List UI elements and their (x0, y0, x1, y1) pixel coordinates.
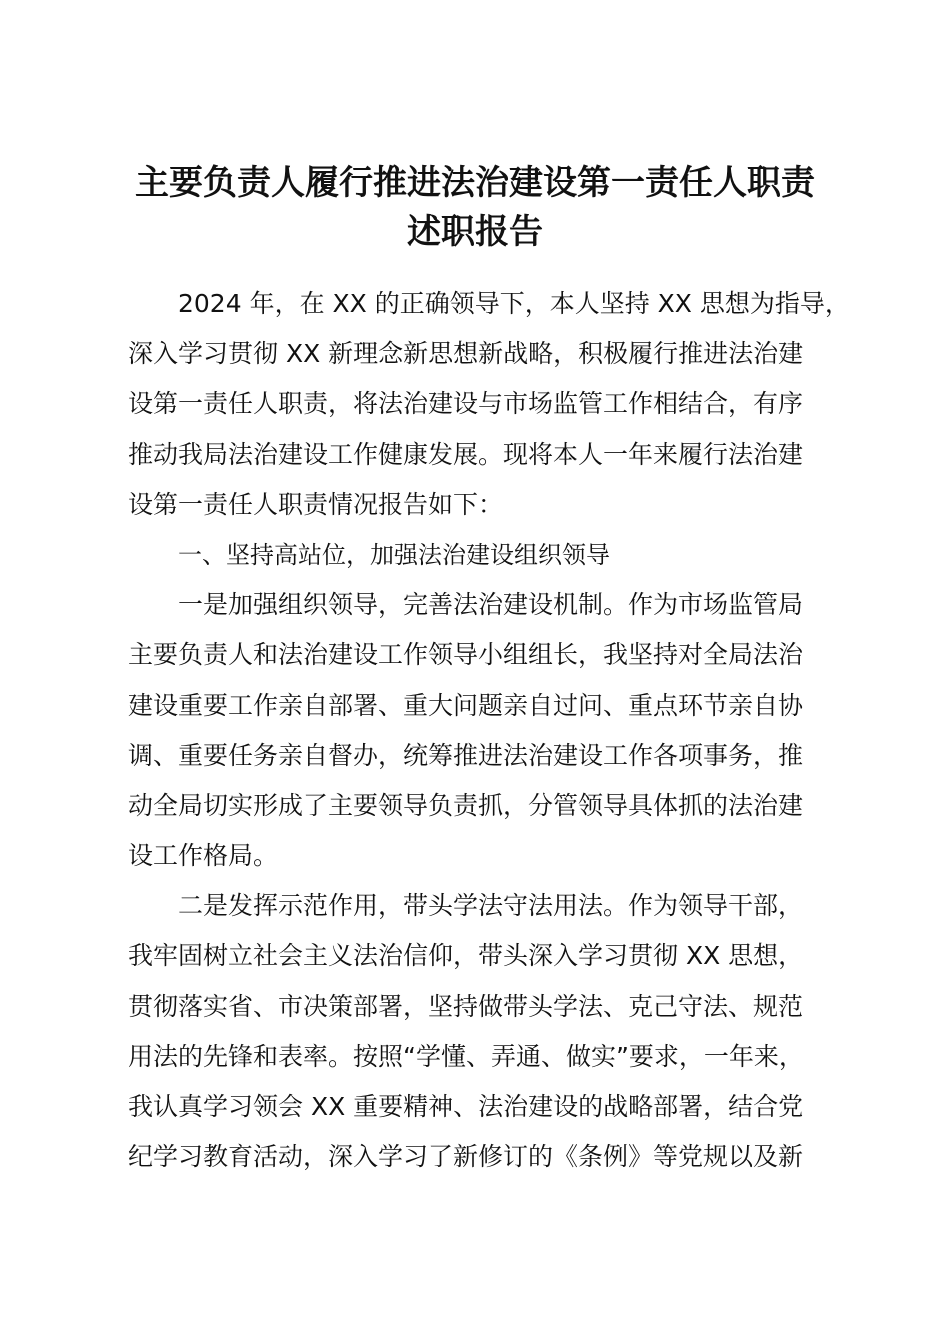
section-heading-1: 一、坚持高站位，加强法治建设组织领导 (178, 540, 610, 569)
paragraph-1-line-2: 深入学习贯彻 XX 新理念新思想新战略，积极履行推进法治建 (128, 339, 804, 369)
document-body (128, 279, 868, 1182)
paragraph-2-line-1: 一是加强组织领导，完善法治建设机制。作为市场监管局 (178, 590, 804, 620)
paragraph-3-line-5: 我认真学习领会 XX 重要精神、法治建设的战略部署，结合党 (128, 1092, 804, 1121)
paragraph-2-line-3: 建设重要工作亲自部署、重大问题亲自过问、重点环节亲自协 (128, 690, 804, 720)
paragraph-2-line-6: 设工作格局。 (128, 841, 279, 871)
document-title-line-1: 主要负责人履行推进法治建设第一责任人职责 (135, 163, 815, 203)
paragraph-3-line-6: 纪学习教育活动，深入学习了新修订的《条例》等党规以及新 (128, 1142, 804, 1172)
paragraph-3-line-1: 二是发挥示范作用，带头学法守法用法。作为领导干部， (178, 891, 804, 921)
paragraph-2-line-2: 主要负责人和法治建设工作领导小组组长，我坚持对全局法治 (128, 640, 804, 670)
paragraph-2-line-5: 动全局切实形成了主要领导负责抓，分管领导具体抓的法治建 (128, 790, 804, 820)
paragraph-1-line-4: 推动我局法治建设工作健康发展。现将本人一年来履行法治建 (128, 439, 804, 469)
paragraph-3-line-3: 贯彻落实省、市决策部署，坚持做带头学法、克己守法、规范 (128, 991, 804, 1021)
paragraph-1-line-5: 设第一责任人职责情况报告如下： (128, 489, 504, 519)
document-title-line-2: 述职报告 (407, 212, 543, 252)
paragraph-3-line-2: 我牢固树立社会主义法治信仰，带头深入学习贯彻 XX 思想， (128, 941, 804, 971)
paragraph-1-line-3: 设第一责任人职责，将法治建设与市场监管工作相结合，有序 (128, 389, 804, 419)
paragraph-1-line-1: 2024 年，在 XX 的正确领导下，本人坚持 XX 思想为指导， (178, 289, 850, 318)
paragraph-2-line-4: 调、重要任务亲自督办，统筹推进法治建设工作各项事务，推 (128, 740, 804, 770)
paragraph-3-line-4: 用法的先锋和表率。按照“学懂、弄通、做实”要求，一年来， (128, 1041, 804, 1071)
